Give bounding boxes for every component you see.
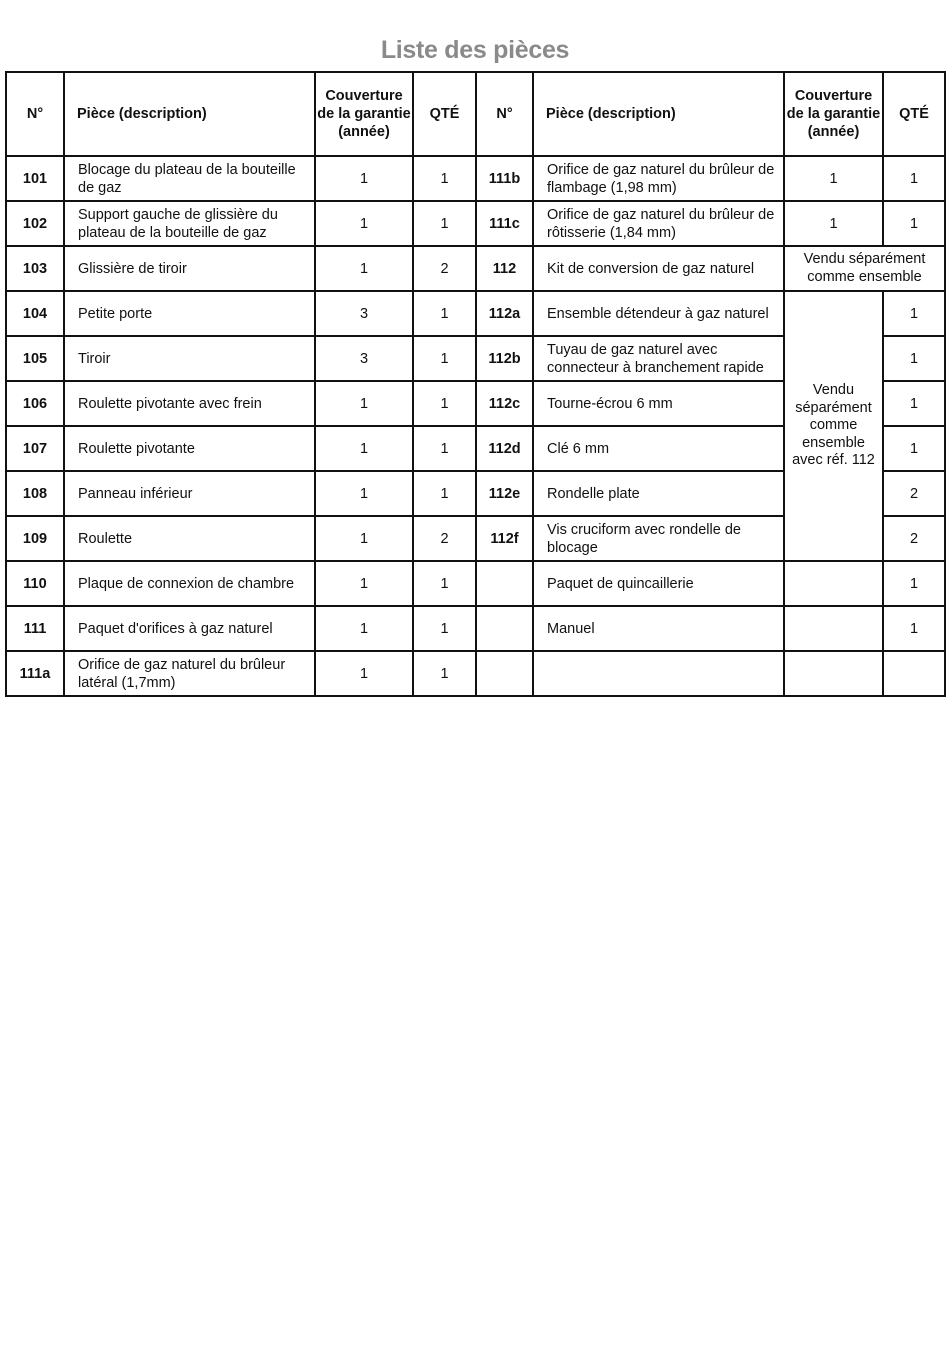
page-title: Liste des pièces <box>380 36 570 64</box>
part-qty: 1 <box>413 471 476 516</box>
part-number: 102 <box>6 201 64 246</box>
table-row <box>6 291 945 336</box>
part-description: Glissière de tiroir <box>64 246 315 291</box>
part-warranty: 1 <box>315 246 413 291</box>
part-description: Paquet d'orifices à gaz naturel <box>64 606 315 651</box>
part-qty: 1 <box>413 336 476 381</box>
part-qty: 1 <box>883 156 945 201</box>
part-number <box>476 561 533 606</box>
part-number <box>476 651 533 696</box>
part-number: 101 <box>6 156 64 201</box>
part-qty: 2 <box>883 516 945 561</box>
part-description: Roulette pivotante avec frein <box>64 381 315 426</box>
part-warranty: 1 <box>784 201 883 246</box>
part-description: Rondelle plate <box>533 471 784 516</box>
table-row <box>6 201 945 246</box>
part-description: Panneau inférieur <box>64 471 315 516</box>
kit-sold-separately-note: Vendu séparément comme ensemble avec réf. 112 <box>784 291 883 561</box>
part-qty: 1 <box>413 156 476 201</box>
header-description: Pièce (description) <box>64 72 315 156</box>
table-header-row <box>6 72 945 156</box>
part-number: 111b <box>476 156 533 201</box>
part-number: 103 <box>6 246 64 291</box>
part-description: Tiroir <box>64 336 315 381</box>
part-number: 112e <box>476 471 533 516</box>
part-number: 108 <box>6 471 64 516</box>
part-qty: 2 <box>413 246 476 291</box>
part-number: 112a <box>476 291 533 336</box>
header-qty: QTÉ <box>413 72 476 156</box>
header-description: Pièce (description) <box>533 72 784 156</box>
part-description: Vis cruciform avec rondelle de blocage <box>533 516 784 561</box>
part-warranty: 1 <box>315 471 413 516</box>
part-number: 105 <box>6 336 64 381</box>
part-qty: 1 <box>413 201 476 246</box>
header-warranty: Couverture de la garantie (année) <box>784 72 883 156</box>
part-description: Tourne-écrou 6 mm <box>533 381 784 426</box>
part-qty: 1 <box>413 291 476 336</box>
table-row <box>6 561 945 606</box>
header-no: N° <box>6 72 64 156</box>
part-qty: 1 <box>883 561 945 606</box>
part-qty: 1 <box>883 291 945 336</box>
part-number: 112f <box>476 516 533 561</box>
part-warranty: 1 <box>315 426 413 471</box>
part-number: 112d <box>476 426 533 471</box>
part-description: Ensemble détendeur à gaz naturel <box>533 291 784 336</box>
part-warranty: 1 <box>315 381 413 426</box>
part-warranty <box>784 606 883 651</box>
header-warranty: Couverture de la garantie (année) <box>315 72 413 156</box>
part-description: Tuyau de gaz naturel avec connecteur à branchement rapide <box>533 336 784 381</box>
part-warranty: 3 <box>315 291 413 336</box>
part-qty: 1 <box>413 381 476 426</box>
part-number: 110 <box>6 561 64 606</box>
part-qty: 1 <box>413 651 476 696</box>
header-no: N° <box>476 72 533 156</box>
sold-separately-note: Vendu séparément comme ensemble <box>784 246 945 291</box>
part-number: 111 <box>6 606 64 651</box>
part-description: Blocage du plateau de la bouteille de gaz <box>64 156 315 201</box>
part-warranty: 1 <box>784 156 883 201</box>
part-number: 107 <box>6 426 64 471</box>
part-qty: 1 <box>883 381 945 426</box>
part-description: Petite porte <box>64 291 315 336</box>
part-description: Manuel <box>533 606 784 651</box>
part-number: 112 <box>476 246 533 291</box>
header-qty: QTÉ <box>883 72 945 156</box>
part-warranty <box>784 651 883 696</box>
part-qty: 1 <box>883 336 945 381</box>
part-description: Support gauche de glissière du plateau de la bouteille de gaz <box>64 201 315 246</box>
part-qty: 1 <box>883 606 945 651</box>
part-warranty: 3 <box>315 336 413 381</box>
table-row <box>6 606 945 651</box>
part-number: 111a <box>6 651 64 696</box>
part-qty: 1 <box>413 561 476 606</box>
part-description: Clé 6 mm <box>533 426 784 471</box>
part-warranty: 1 <box>315 606 413 651</box>
part-number: 106 <box>6 381 64 426</box>
part-description: Orifice de gaz naturel du brûleur latéral (1,7mm) <box>64 651 315 696</box>
part-warranty: 1 <box>315 201 413 246</box>
part-number: 109 <box>6 516 64 561</box>
part-description: Roulette <box>64 516 315 561</box>
part-qty: 1 <box>413 606 476 651</box>
part-number: 111c <box>476 201 533 246</box>
part-description: Orifice de gaz naturel du brûleur de rôtisserie (1,84 mm) <box>533 201 784 246</box>
part-number <box>476 606 533 651</box>
part-warranty: 1 <box>315 561 413 606</box>
part-warranty: 1 <box>315 651 413 696</box>
table-row <box>6 651 945 696</box>
part-description: Orifice de gaz naturel du brûleur de flambage (1,98 mm) <box>533 156 784 201</box>
part-qty: 1 <box>883 201 945 246</box>
part-description: Plaque de connexion de chambre <box>64 561 315 606</box>
part-number: 104 <box>6 291 64 336</box>
part-description <box>533 651 784 696</box>
part-qty: 1 <box>413 426 476 471</box>
part-warranty: 1 <box>315 156 413 201</box>
part-description: Kit de conversion de gaz naturel <box>533 246 784 291</box>
part-qty: 1 <box>883 426 945 471</box>
parts-table <box>5 71 946 697</box>
part-description: Roulette pivotante <box>64 426 315 471</box>
table-row <box>6 246 945 291</box>
part-number: 112c <box>476 381 533 426</box>
part-number: 112b <box>476 336 533 381</box>
table-row <box>6 156 945 201</box>
part-warranty <box>784 561 883 606</box>
part-qty: 2 <box>413 516 476 561</box>
part-warranty: 1 <box>315 516 413 561</box>
part-qty <box>883 651 945 696</box>
part-qty: 2 <box>883 471 945 516</box>
part-description: Paquet de quincaillerie <box>533 561 784 606</box>
